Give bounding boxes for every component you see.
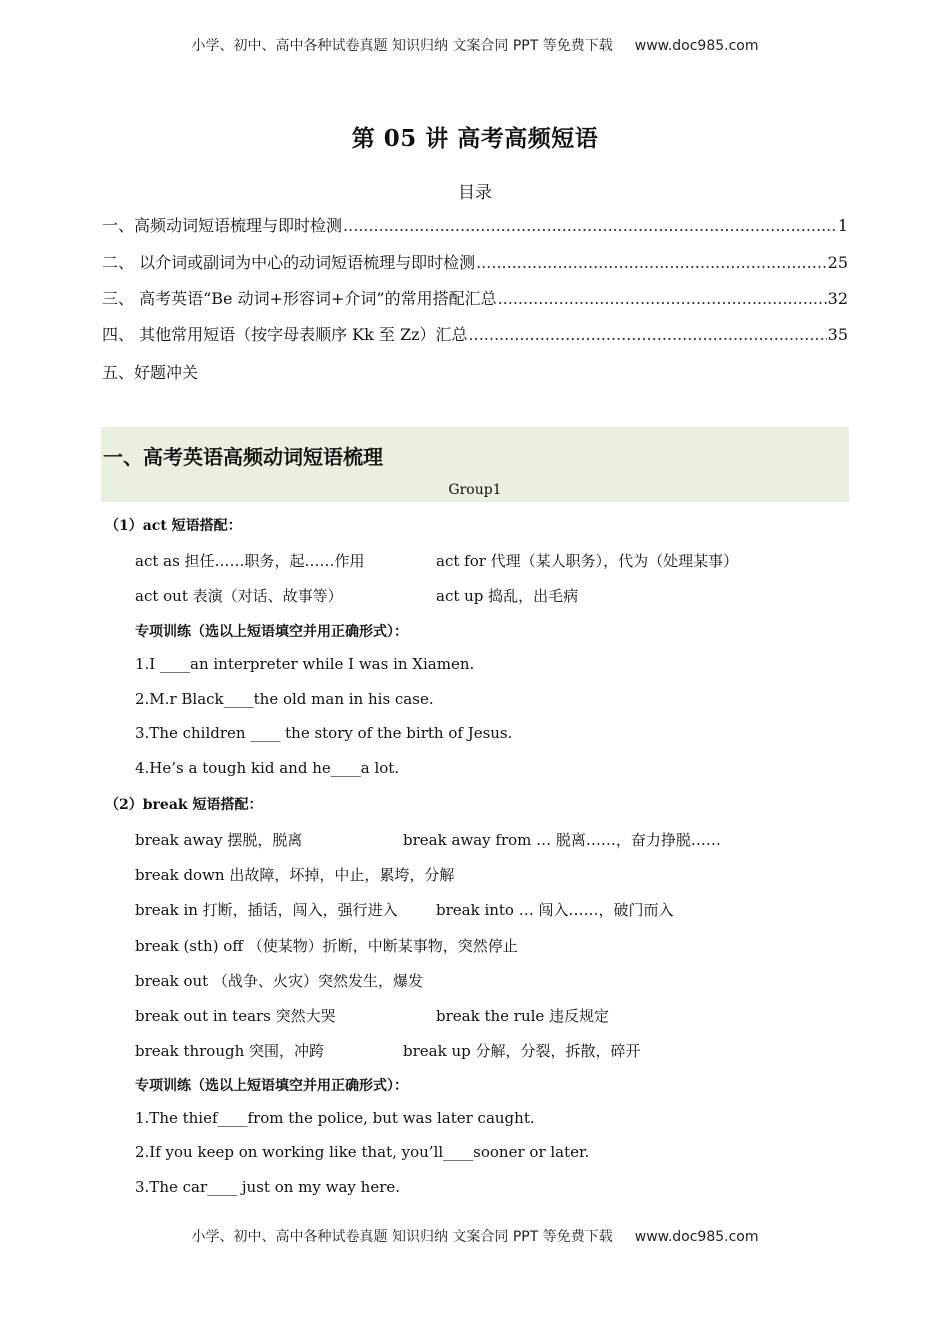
toc-leader-dots xyxy=(476,253,827,272)
toc-entry-label: 一、高频动词短语梳理与即时检测 xyxy=(102,216,343,235)
phrase-item: act out 表演（对话、故事等） xyxy=(135,587,343,605)
exercise-item: 2.If you keep on working like that, you’ll____sooner or later. xyxy=(135,1143,590,1161)
toc-entry-label: 五、好题冲关 xyxy=(102,363,199,382)
phrase-item: break away from … 脱离……，奋力挣脱…… xyxy=(403,831,721,849)
phrase-item: break down 出故障，坏掉，中止，累垮，分解 xyxy=(135,866,455,884)
toc-leader-dots xyxy=(498,289,827,308)
toc-entry-label: 二、 以介词或副词为中心的动词短语梳理与即时检测 xyxy=(102,253,476,272)
phrase-item: break into … 闯入……，破门而入 xyxy=(436,901,674,919)
phrase-item: act for 代理（某人职务），代为（处理某事） xyxy=(436,552,739,570)
exercise-item: 1.The thief____from the police, but was later caught. xyxy=(135,1109,535,1127)
phrase-item: break out in tears 突然大哭 xyxy=(135,1007,336,1025)
toc-entry[interactable] xyxy=(102,250,848,272)
exercise-item: 4.He’s a tough kid and he____a lot. xyxy=(135,759,400,777)
phrase-item: break away 摆脱，脱离 xyxy=(135,831,303,849)
toc-entry-label: 三、 高考英语“Be 动词+形容词+介词”的常用搭配汇总 xyxy=(102,289,497,308)
toc-entry-label: 四、 其他常用短语（按字母表顺序 Kk 至 Zz）汇总 xyxy=(102,325,468,344)
toc-leader-dots xyxy=(343,216,837,235)
toc-entry-page: 1 xyxy=(837,216,848,235)
phrase-item: act as 担任……职务，起……作用 xyxy=(135,552,365,570)
phrase-item: break the rule 违反规定 xyxy=(436,1007,610,1025)
document-title: 第 05 讲 高考高频短语 xyxy=(351,125,599,152)
exercise-item: 3.The children ____ the story of the birth of Jesus. xyxy=(135,724,513,742)
act-heading: （1）act 短语搭配： xyxy=(105,518,242,534)
section-banner xyxy=(101,427,849,502)
toc-leader-dots xyxy=(469,325,827,344)
toc-entry-page: 32 xyxy=(827,289,848,308)
section-title: 一、高考英语高频动词短语梳理 xyxy=(103,445,383,469)
header-text: 小学、初中、高中各种试卷真题 知识归纳 文案合同 PPT 等免费下载 xyxy=(191,38,613,54)
exercise-item: 2.M.r Black____the old man in his case. xyxy=(135,690,434,708)
footer-text: 小学、初中、高中各种试卷真题 知识归纳 文案合同 PPT 等免费下载 xyxy=(191,1229,613,1245)
break-heading: （2）break 短语搭配： xyxy=(105,797,263,813)
phrase-item: break up 分解，分裂，拆散，碎开 xyxy=(403,1042,641,1060)
footer-url[interactable]: www.doc985.com xyxy=(634,1229,759,1245)
toc-entry[interactable] xyxy=(102,360,848,382)
group-label: Group1 xyxy=(448,482,502,498)
toc-entry[interactable] xyxy=(102,213,848,235)
phrase-item: break through 突围，冲跨 xyxy=(135,1042,325,1060)
toc-entry-page: 35 xyxy=(827,325,848,344)
toc-heading: 目录 xyxy=(458,183,492,203)
toc-entry[interactable] xyxy=(102,322,848,344)
practice-heading: 专项训练（选以上短语填空并用正确形式）： xyxy=(135,1078,408,1094)
toc-entry-page: 25 xyxy=(827,253,848,272)
exercise-item: 1.I ____an interpreter while I was in Xiamen. xyxy=(135,655,475,673)
page-footer xyxy=(0,1226,950,1246)
phrase-item: break (sth) off （使某物）折断，中断某事物，突然停止 xyxy=(135,937,518,955)
phrase-item: break in 打断，插话，闯入，强行进入 xyxy=(135,901,398,919)
phrase-item: break out （战争、火灾）突然发生，爆发 xyxy=(135,972,423,990)
exercise-item: 3.The car____ just on my way here. xyxy=(135,1178,401,1196)
page-header xyxy=(0,35,950,55)
phrase-item: act up 捣乱，出毛病 xyxy=(436,587,579,605)
practice-heading: 专项训练（选以上短语填空并用正确形式）： xyxy=(135,624,408,640)
toc-entry[interactable] xyxy=(102,286,848,308)
header-url[interactable]: www.doc985.com xyxy=(634,38,759,54)
